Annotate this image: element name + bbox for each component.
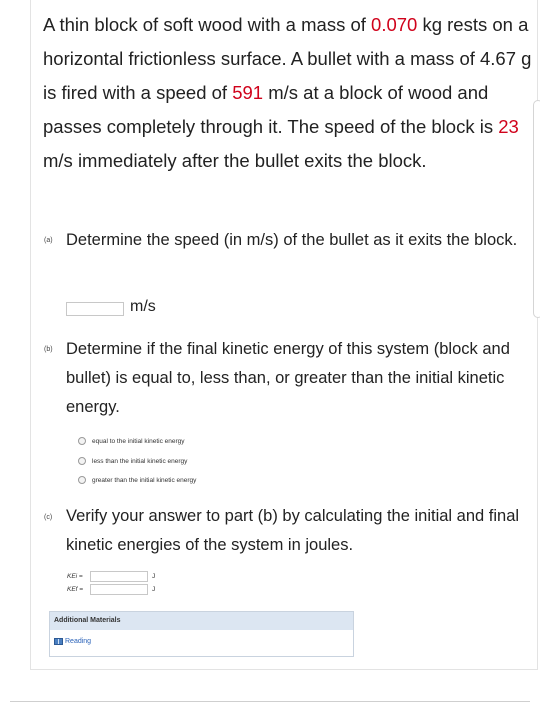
part-b-question: Determine if the final kinetic energy of this system (block and bullet) is equal to, less than, or greater than the initial kinetic energy.	[66, 340, 510, 416]
reading-link-label[interactable]: Reading	[65, 638, 92, 645]
block-speed-value: 23	[498, 116, 519, 137]
part-c-question: Verify your answer to part (b) by calculating the initial and final kinetic energies of the system in joules.	[66, 507, 520, 554]
option-less[interactable]	[78, 455, 187, 467]
part-a-letter: (a)	[44, 237, 53, 244]
scrollbar[interactable]	[533, 100, 540, 318]
book-icon	[54, 638, 63, 645]
option-label: equal to the initial kinetic energy	[92, 437, 185, 445]
part-a-unit: m/s	[130, 298, 156, 315]
ke-final-input[interactable]	[90, 584, 148, 595]
ke-final-unit: J	[152, 586, 156, 593]
problem-text: m/s immediately after the bullet exits the block.	[43, 150, 427, 171]
additional-materials-header: Additional Materials	[50, 612, 353, 630]
bullet-speed-answer-input[interactable]	[66, 302, 124, 316]
option-equal[interactable]	[78, 435, 185, 447]
radio-button[interactable]	[78, 476, 86, 484]
ke-initial-label: KEi =	[67, 573, 83, 580]
problem-text: kg rests on a horizontal frictionless surface. A bullet with a mass of 4.67 g is fired with a speed of	[43, 14, 532, 103]
bullet-speed-value: 591	[232, 82, 264, 103]
part-c-letter: (c)	[44, 514, 53, 521]
problem-text: A thin block of soft wood with a mass of	[43, 14, 372, 35]
reading-link[interactable]	[54, 638, 91, 645]
ke-initial-input[interactable]	[90, 571, 148, 582]
ke-final-label: KEf =	[67, 586, 84, 593]
problem-text: m/s at a block of wood and passes completely through it. The speed of the block is	[43, 82, 499, 137]
option-label: less than the initial kinetic energy	[92, 457, 188, 465]
option-label: greater than the initial kinetic energy	[92, 476, 197, 484]
block-mass-value: 0.070	[371, 14, 418, 35]
part-b-letter: (b)	[44, 346, 53, 353]
ke-initial-unit: J	[152, 573, 156, 580]
divider	[10, 701, 530, 702]
option-greater[interactable]	[78, 474, 196, 486]
part-a-question: Determine the speed (in m/s) of the bullet as it exits the block.	[66, 231, 518, 249]
radio-button[interactable]	[78, 437, 86, 445]
additional-materials-panel	[49, 611, 354, 657]
problem-statement	[43, 8, 533, 178]
radio-button[interactable]	[78, 457, 86, 465]
